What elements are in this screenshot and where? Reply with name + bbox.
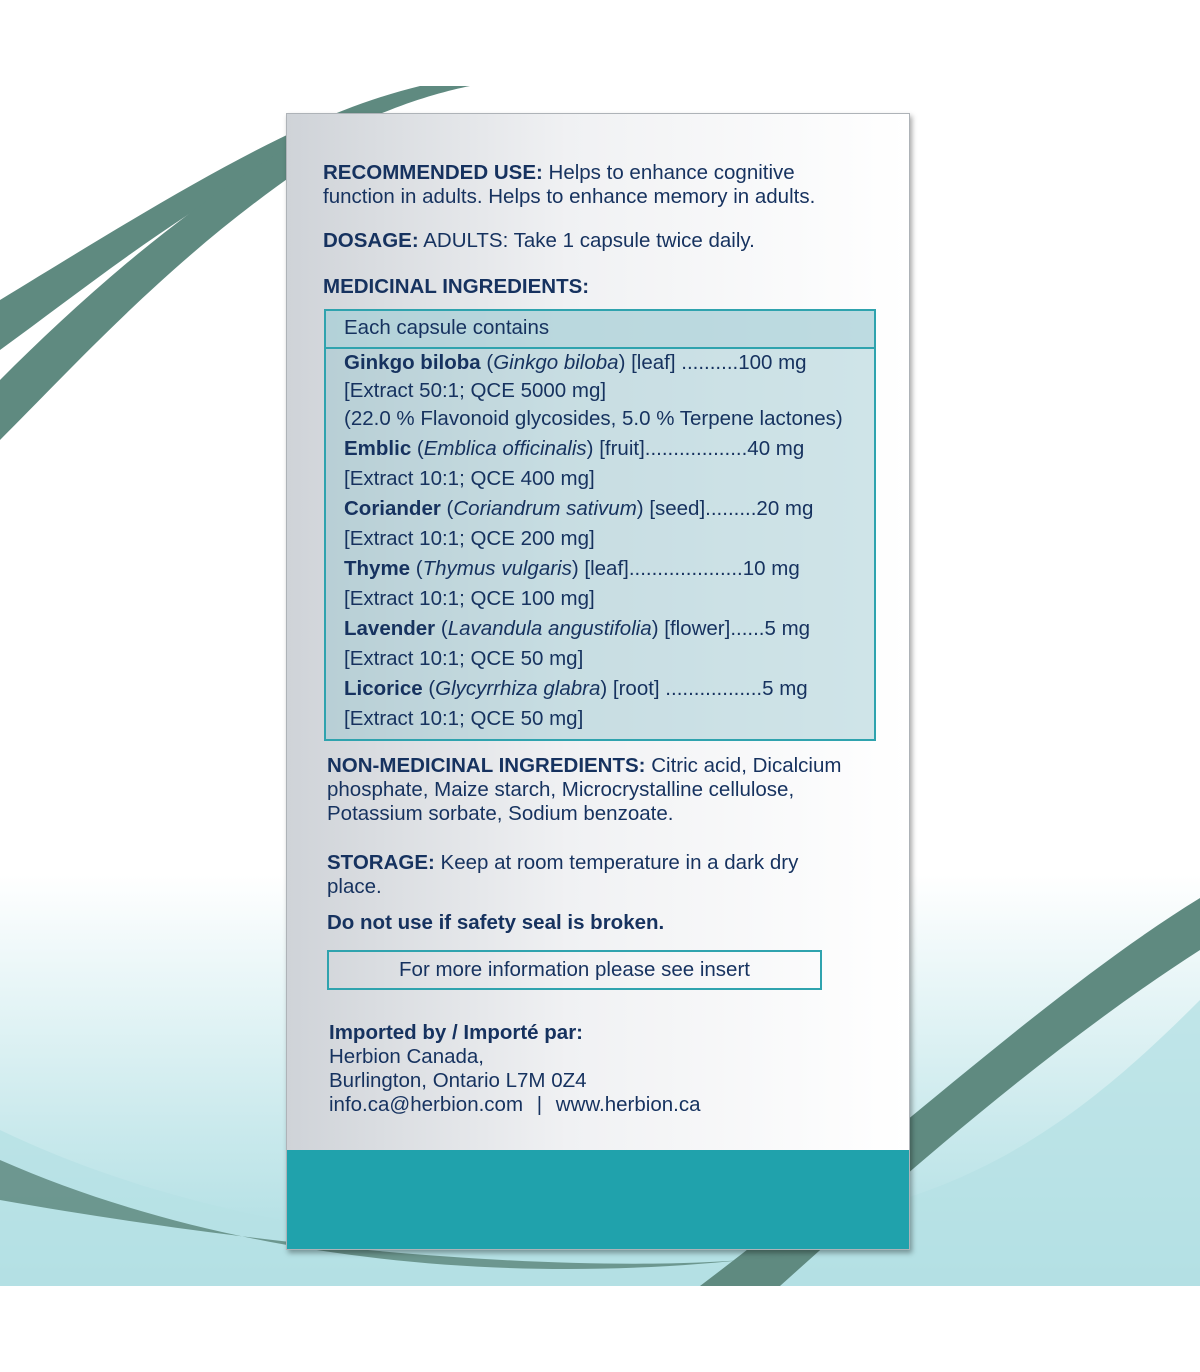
ingredient-row: Coriander (Coriandrum sativum) [seed].........20 mg <box>344 497 814 520</box>
ingredients-table <box>324 309 876 741</box>
ingredient-row: Lavender (Lavandula angustifolia) [flower]......5 mg <box>344 617 811 640</box>
teal-footer-band <box>287 1150 909 1249</box>
non-medicinal-text-1: Citric acid, Dicalcium <box>645 754 842 777</box>
label-panel <box>286 113 910 1250</box>
ingredient-extract: [Extract 50:1; QCE 5000 mg] <box>344 379 607 402</box>
importer-label: Imported by / Importé par: <box>329 1021 583 1044</box>
ingredient-name: Coriander <box>344 497 441 520</box>
ingredient-row: Emblic (Emblica officinalis) [fruit]..................40 mg <box>344 437 805 460</box>
ingredient-row: Licorice (Glycyrrhiza glabra) [root] .................5 mg <box>344 677 808 700</box>
recommended-use-text-1: Helps to enhance cognitive <box>542 161 795 184</box>
ingredient-latin: Coriandrum sativum <box>453 497 637 520</box>
ingredient-note: (22.0 % Flavonoid glycosides, 5.0 % Terpene lactones) <box>344 407 843 430</box>
ingredient-amount: [leaf] ..........100 mg <box>631 351 807 374</box>
insert-info-box: For more information please see insert <box>327 950 822 990</box>
ingredient-amount: [fruit]..................40 mg <box>599 437 805 460</box>
recommended-use <box>323 161 815 209</box>
ingredient-latin: Glycyrrhiza glabra <box>435 677 601 700</box>
importer-address: Burlington, Ontario L7M 0Z4 <box>329 1069 587 1092</box>
dosage <box>323 229 755 253</box>
importer-name: Herbion Canada, <box>329 1045 484 1068</box>
ingredient-latin: Ginkgo biloba <box>493 351 619 374</box>
safety-warning: Do not use if safety seal is broken. <box>327 911 665 934</box>
recommended-use-label: RECOMMENDED USE: <box>323 161 543 184</box>
ingredient-name: Lavender <box>344 617 436 640</box>
recommended-use-text-2: function in adults. Helps to enhance memory in adults. <box>323 185 816 208</box>
ingredient-extract: [Extract 10:1; QCE 100 mg] <box>344 587 595 610</box>
storage-text-2: place. <box>327 875 382 898</box>
ingredient-extract: [Extract 10:1; QCE 50 mg] <box>344 647 584 670</box>
ingredient-latin: Lavandula angustifolia <box>447 617 652 640</box>
ingredient-name: Ginkgo biloba <box>344 351 481 374</box>
ingredient-amount: [leaf]....................10 mg <box>584 557 800 580</box>
ingredient-amount: [flower]......5 mg <box>664 617 811 640</box>
ingredient-amount: [seed].........20 mg <box>649 497 814 520</box>
storage-label: STORAGE: <box>327 851 435 874</box>
table-header: Each capsule contains <box>326 311 874 349</box>
storage-text-1: Keep at room temperature in a dark dry <box>434 851 799 874</box>
ingredient-extract: [Extract 10:1; QCE 200 mg] <box>344 527 595 550</box>
ingredient-extract: [Extract 10:1; QCE 400 mg] <box>344 467 595 490</box>
importer-email: info.ca@herbion.com <box>329 1093 524 1116</box>
ingredient-name: Thyme <box>344 557 411 580</box>
non-medicinal-label: NON-MEDICINAL INGREDIENTS: <box>327 754 646 777</box>
importer-separator: | <box>536 1093 543 1116</box>
importer-block <box>329 1021 700 1117</box>
ingredient-name: Emblic <box>344 437 412 460</box>
ingredient-latin: Emblica officinalis <box>423 437 587 460</box>
ingredient-amount: [root] .................5 mg <box>612 677 808 700</box>
ingredient-extract: [Extract 10:1; QCE 50 mg] <box>344 707 584 730</box>
dosage-text: ADULTS: Take 1 capsule twice daily. <box>418 229 755 252</box>
non-medicinal-text-3: Potassium sorbate, Sodium benzoate. <box>327 802 674 825</box>
ingredient-latin: Thymus vulgaris <box>422 557 572 580</box>
ingredient-row: Thyme (Thymus vulgaris) [leaf]....................10 mg <box>344 557 800 580</box>
non-medicinal-text-2: phosphate, Maize starch, Microcrystalline cellulose, <box>327 778 795 801</box>
medicinal-heading: MEDICINAL INGREDIENTS: <box>323 275 590 298</box>
dosage-label: DOSAGE: <box>323 229 419 252</box>
ingredient-row: Ginkgo biloba (Ginkgo biloba) [leaf] ..........100 mg <box>344 351 807 374</box>
importer-website: www.herbion.ca <box>555 1093 701 1116</box>
ingredient-name: Licorice <box>344 677 423 700</box>
storage <box>327 851 798 899</box>
non-medicinal-ingredients <box>327 754 841 826</box>
